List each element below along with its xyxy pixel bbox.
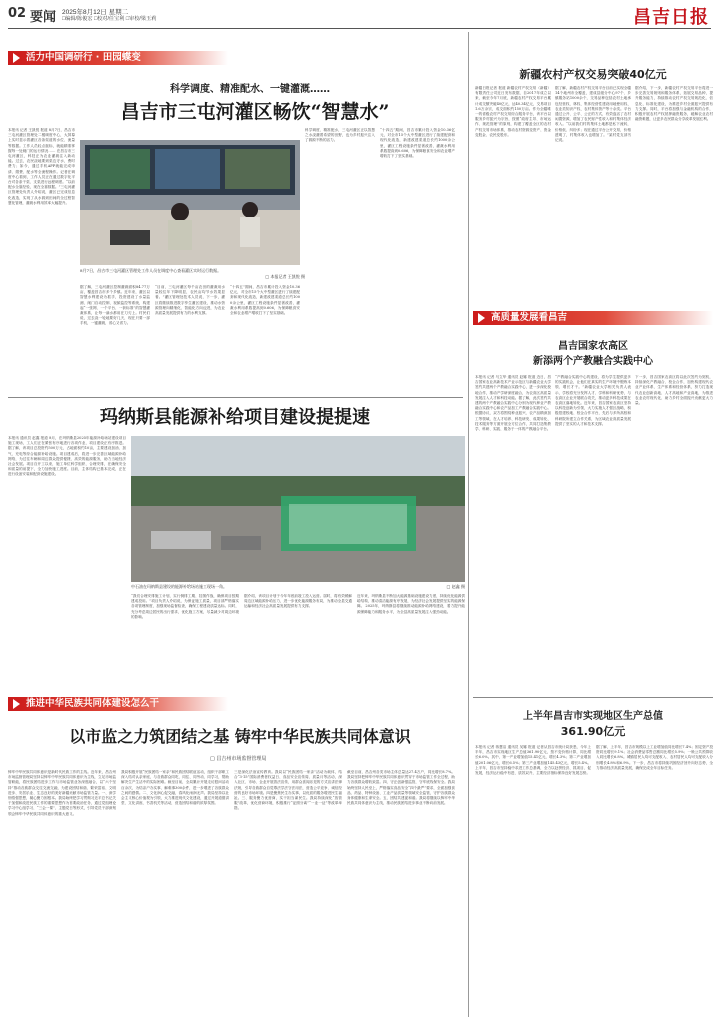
banner-title: 高质量发展看昌吉 [491, 312, 568, 323]
story2-col4-text: 近年来，玛纳斯县不断加大能源基础设施建设力度，持续优化能源供给结构，推动清洁能源有序发展，为经济社会发展提供坚实的能源保障。 [357, 594, 465, 609]
construction-site-photo [131, 436, 465, 582]
story1-photo-caption: 8月7日，昌吉市三屯河灌区管理处工作人员在调度中心查看灌区实时运行数据。 [80, 268, 222, 273]
story3-col3: 三是深化法治宣传教育。我局以“民族团结一家亲”活动为载体，结合“3·15”国际消费者权益日、食品安全宣传周、质量月等活动，深入社区、市场、企业开展普法宣传，用群众喜闻乐见的方式宣讲法律法规，引导各族群众自觉尊法学法守法用法，营造公平竞争、诚信经营的良好市场环境。四是聚焦民生办实事，以优质的服务增进民生福祉。三、服务聚力优营商，实干担当谋民生。我局持续深化“放管服”改革，优化营商环境，积极推行“证照分离”“一业一证”等改革举措。 [234, 770, 342, 811]
story1-headline: 昌吉市三屯河灌区畅饮“智慧水” [120, 101, 390, 123]
sidebar2-col3: 下一步，昌吉国家农高区将以此次签约为契机，持续深化产教融合、校企合作，加快构建现代农业产业体系、生产体系和经营体系，努力打造现代农业创新高地、人才高地和产业高地，为推进农业农村现代化、助力乡村全面振兴贡献更大力量。 [635, 375, 713, 406]
story3-col4: 截至目前，昌吉州各类市场主体总量达27.4万户，同比增长8.7%。我局坚持把铸牢中华民族共同体意识贯穿于市场监管工作全过程，助力各族群众增收致富。四、守正创新强监管，守牢底线保安全。我局始终坚持人民至上，严格落实食品安全“四个最严”要求，全面加强食品、药品、特种设备、工业产品质量等领域安全监管，守护各族群众身体健康和生命安全。五、团结共建促和谐。我局将继续以铸牢中华民族共同体意识为主线，推动民族团结进步事业不断向前发展。 [347, 770, 455, 806]
page-number: 02 [8, 6, 27, 21]
story1-photo [80, 140, 300, 265]
banner-arrow-icon [478, 313, 485, 323]
header-rule [8, 28, 711, 29]
sidebar1-col1: 新疆日报记者 报道 新疆农村产权交易（新疆）有限责任公司近日发布数据，自2017年成立以来，截至今年7月底，新疆农村产权交易平台累计成交额突破40亿元，达40.34亿元，交易项目1.6万余宗，成交面积约150万亩。作为全疆唯一的省级农村产权交易综合服务平台，该平台以服务乡村振兴为宗旨，按照“政府主导、市场运作、规范管理”的原则，构建了覆盖全区的农村产权交易市场体系，推动农村资源变资产、资金变股金、农民变股东。 [475, 86, 551, 137]
divider-sidebar2 [473, 697, 713, 698]
story1-col1 [8, 128, 75, 390]
sidebar3-col2: 据了解，上半年，昌吉市规模以上工业增加值同比增长7.4%；固定资产投资同比增长9.1%；社会消费品零售总额同比增长5.9%；一般公共预算收入同比增长6.8%。城镇居民人均可支配收入、农村居民人均可支配收入分别增长4.8%和6.9%。下一步，昌吉市将持续巩固经济回升向好态势，全力推动经济高质量发展，确保完成全年目标任务。 [596, 745, 713, 770]
newspaper-masthead: 昌吉日报 [633, 7, 709, 28]
story3-byline: □ 昌吉州市场监督管理局 [210, 756, 267, 762]
banner-arrow-icon [13, 699, 20, 709]
story2-headline: 玛纳斯县能源补给项目建设提提速 [100, 407, 370, 428]
sidebar1-col2: 据了解，新疆农村产权交易平台目前已实现全疆14个地州市全覆盖，建成县级分中心97个、乡镇服务站1000余个，交易品种包括农村土地承包经营权、林权、集体经营性建设用地使用权、农业类知识产权、农村集体资产等十余类。平台通过公开、公平、公正的方式，有效盘活了农村闲置资源，增加了农民财产性收入和村集体经济收入。“以前我们村的集体土地都是私下流转，价格低、纠纷多；现在通过平台公开交易，价格透明了，村集体收入也增加了。”某村党支部书记说。 [555, 86, 631, 143]
divider-story1 [8, 397, 463, 398]
editor-credits: □编辑/陈俊宏 □校对/任宝利 □审校/梁玉莉 [62, 16, 157, 22]
story2-col5-text: 2025年，玛纳斯县将继续推动能源补给网络建设，着力提升能源保障能力和服务水平，为全县高质量发展注入强劲动能。 [357, 604, 465, 614]
story1-lead: 本报讯 记者 王凯悦 报道 8月7日，昌吉市三屯河灌区管理处二楼调度中心，大屏幕上实时显示着灌区各条渠道的水位、流量等数据。工作人员轻点鼠标，就能精准掌握每一处闸门的运行情况…… [8, 128, 75, 153]
sidebar1-col3: 据介绍，下一步，新疆农村产权交易平台将进一步完善交易规则和服务体系，拓展交易品种，提升服务能力，持续推动农村产权交易规范化、信息化、标准化建设，为推进乡村全面振兴提供有力支撑。同时，平台将加强与金融机构的合作，积极开展农村产权抵押融资服务，破解农业农村融资难题，让更多农民群众分享改革发展红利。 [635, 86, 713, 122]
sidebar2-col2: “产教融合实践中心的建设，将为学生提供更多的实践机会，让他们在真实的生产环境中锻炼本领、增长才干。”新疆农业大学相关负责人表示，学校将充分发挥人才、学科和科研优势，与农高区企业开展联合攻关，推动更多科技成果在农高区落地转化。近年来，昌吉国家农高区坚持以科技创新为引领，大力实施人才强区战略，积极搭建校地、校企合作平台，先后与多所高校和科研院所建立合作关系，为区域农业高质量发展提供了坚实的人才和技术支撑。 [555, 375, 631, 426]
story2-col2: “我们合理安排施工计划，实行倒排工期、挂图作战，确保项目按期建成投用。”项目负责人介绍说，为保证施工质量，项目部严格落实各项管理制度，加强现场监督检查，确保工程建设质量达标。同时，充分考虑周边居民的出行需求，优化施工方案，尽量减少对周边环境的影响。 [131, 594, 239, 619]
column-divider [468, 32, 469, 1017]
story2-col1 [8, 436, 126, 688]
section-banner-rural [8, 51, 228, 65]
sidebar1-headline: 新疆农村产权交易突破40亿元 [519, 68, 667, 81]
sidebar3-headline-line2: 361.90亿元 [560, 725, 626, 738]
story3-col1: 铸牢中华民族共同体意识是新时代民族工作的主线。近年来，昌吉州市场监督管理局坚持以铸牢中华民族共同体意识为主线，立足市场监管职能，将民族团结进步工作与市场监管业务深度融合，以“六个坚持”推动各族群众交往交流交融，为建设团结和谐、繁荣富裕、文明进步、安居乐业、生态良好的美好新疆贡献市场监管力量。一、深学细悟强思想，凝心聚力固根本。我局始终把学习贯彻习近平总书记关于加强和改进民族工作的重要思想作为首要政治任务，通过党组理论学习中心组学习、“三会一课”、主题党日等形式，引导党员干部深刻领会铸牢中华民族共同体意识的重大意义。 [8, 770, 116, 816]
story2-photo-caption: 中石油在玛纳斯县建设的能源补给场站施工现场一角。 [131, 584, 227, 589]
story2-lead: 本报讯 通讯员 赵鑫 报道 8月，在玛纳斯县2025年能源补给场站建设项目施工现场，工人们正在紧张有序地进行各项作业，项目建设正有序推进。 [8, 436, 126, 446]
story1-kicker: 科学调度、精准配水、一键灌溉…… [170, 84, 330, 95]
issue-date: 2025年8月12日 星期二 [62, 9, 129, 16]
story1-col2: 据了解，三屯河灌区控制灌溉面积84.77万亩，覆盖昌吉市多个乡镇。近年来，灌区以智慧水利建设为抓手，投资建设了水量监测、闸门自动控制、视频监控等系统，构建起“一张网、一个平台、一套标准”的智慧灌溉体系，让每一滴水都用在刀刃上。村民们说，过去浇一轮地要好几天，现在只要一部手机，一键灌溉，省心又省力。 [80, 285, 150, 326]
sidebar2-headline-line2: 新添两个产教融合实践中心 [533, 356, 653, 367]
story2-col3: 据介绍，该项目计划于今年年底前竣工投入运营。届时，将有效缓解周边区域能源补给压力，进一步优化能源服务布局，为推动全县交通运输和经济社会高质量发展提供有力支撑。 [244, 594, 352, 609]
story1-col1-text: 在昌吉市三屯河灌区，科技正为农业灌溉注入新动能。过去，农民浇地要到渠边守水，费时费力；如今，通过手机APP就能完成申请、缴费、配水等全流程操作。记者在调度中心看到，工作人员正在通过数字化平台对各条干渠、支渠进行远程调度。“以前配水全靠经验，现在全靠数据。”三屯河灌区管理处负责人介绍说，灌区已完成信息化改造，实现了从水源到田间的全过程智慧化管理，灌溉水利用效率大幅提升。 [8, 148, 75, 205]
story3-col2: 我局积极开展“民族团结一家亲”和民族团结联谊活动，组织干部职工深入结对认亲家庭，与各族群众同吃、同住、同劳动、同学习，帮助解决生产生活中的实际困难。截至目前，全局累计开展走访慰问活动百余次，为结亲户办实事、解难事300余件，进一步增进了各族群众之间的感情。二、文化润心促交融，春风化雨润无声。我局坚持以社会主义核心价值观为引领，大力推进现代文化建设，通过开展道德讲堂、文化讲座、书香机关等活动，营造团结和谐的浓厚氛围。 [121, 770, 229, 806]
story2-col1-text: 据了解，该项目总投资约500万元，占地面积约10亩，主要建设加油、加气、充电等综合能源补给设施。项目建成后，将进一步完善区域能源补给网络，为过往车辆和周边群众提供便捷、高效的能源服务，助力当地经济社会发展。项目自开工以来，施工单位科学组织、合理安排，在确保安全和质量的前提下，全力加快施工进度。目前，主体结构已基本完成，正在进行设备安装和配套设施建设。 [8, 446, 126, 477]
story1-col5: 科学调度、精准配水，三屯河灌区正以智慧之水浇灌着希望的田野，也为乡村振兴注入了源源不断的活力。 [305, 128, 375, 143]
banner-arrow-icon [13, 53, 20, 63]
section-banner-development [473, 311, 713, 325]
story2-photo [131, 436, 465, 582]
story1-col6: “十四五”期间，昌吉市累计投入资金10.36亿元，对全市15个大中型灌区进行了续建配套和现代化改造，新建改建渠道总长约1000余公里，灌区工程设施条件显著改善，灌溉水利用系数提高到0.606，为保障粮食安全和农业增产增收打下了坚实基础。 [380, 128, 455, 159]
control-room-photo [80, 140, 300, 265]
story2-photo-credit: □ 赵鑫 摄 [446, 584, 465, 589]
sidebar3-headline-line1: 上半年昌吉市实现地区生产总值 [523, 711, 663, 722]
story1-photo-credit: □ 本报记者 王凯悦 摄 [265, 274, 305, 279]
section-name: 要闻 [30, 10, 57, 25]
story3-headline: 以市监之力筑团结之基 铸牢中华民族共同体意识 [69, 727, 411, 746]
section-banner-unity [8, 697, 228, 711]
story1-col3: “目前，三屯河灌区每千亩农田的灌溉用水量较往年下降明显，农民亩均节水效果显著。”灌区管理处技术人员说，下一步，灌区将继续推进数字孪生灌区建设，推动水资源管理向精细化、智能化方向迈进，为农业高质量发展提供有力的水利支撑。 [155, 285, 225, 316]
sidebar3-col1: 本报讯 记者 蒋慧洁 通讯员 吴娜 报道 记者从昌吉市统计局获悉，今年上半年，昌吉市实现地区生产总值361.90亿元，按不变价格计算，同比增长6.0%。其中，第一产业增加值15.41亿元，增长4.3%；第二产业增加值201.06亿元，增长6.5%；第三产业增加值145.43亿元，增长5.4%。上半年，昌吉市坚持稳中求进工作总基调，全力以赴拼经济、抓项目、促发展，经济运行稳中有进、质效双升，主要经济指标保持良好发展态势。 [475, 745, 591, 776]
sidebar2-col1: 本报讯 记者 马立华 通讯员 赵娜 报道 近日，昌吉国家农业高新技术产业示范区与新疆农业大学签约共建两个产教融合实践中心，进一步深化校地合作，推动产学研深度融合，为农高区高质量发展注入人才和科技动能。据了解，此次签约共建的两个产教融合实践中心分别为现代种业产教融合实践中心和农产品加工产教融合实践中心。根据协议，双方将围绕种业振兴、农产品精深加工等领域，在人才培养、科技研发、成果转化、技术服务等方面开展全方位合作，共同打造集教学、科研、实践、服务于一体的产教融合平台。 [475, 375, 551, 432]
sidebar2-headline-line1: 昌吉国家农高区 [558, 341, 628, 352]
story1-col4: “十四五”期间，昌吉市累计投入资金10.36亿元，对全市15个大中型灌区进行了续建配套和现代化改造，新建改建渠道总长约1000余公里，灌区工程设施条件显著改善，灌溉水利用系数提高到0.606，为保障粮食安全和农业增产增收打下了坚实基础。 [230, 285, 300, 316]
story2-col4 [357, 594, 465, 688]
banner-title: 推进中华民族共同体建设怎么干 [26, 698, 160, 709]
banner-title: 活力中国调研行 · 田园蝶变 [26, 52, 141, 63]
